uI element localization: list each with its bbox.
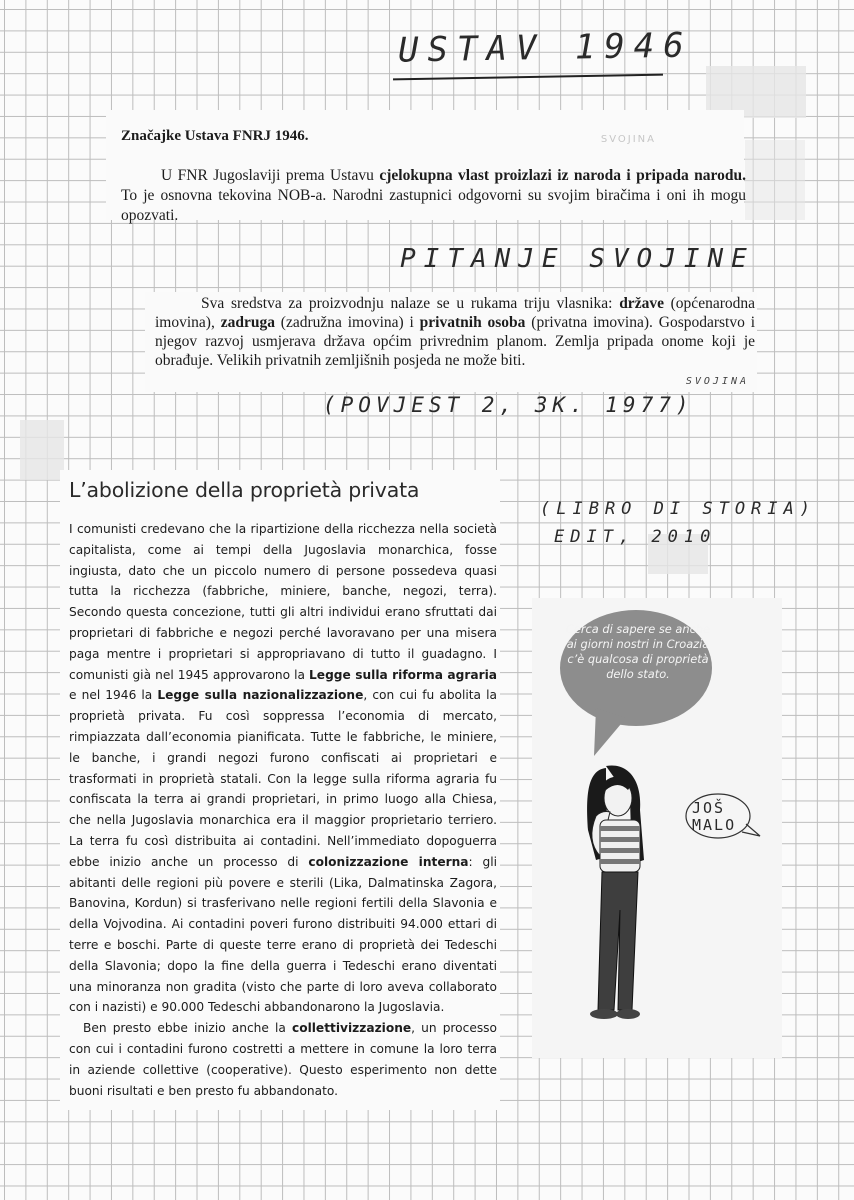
text-run: (općenarodna imovina), bbox=[155, 295, 755, 331]
handwritten-line: (LIBRO DI STORIA) bbox=[540, 499, 816, 519]
text-run: e nel 1946 la bbox=[69, 688, 158, 703]
handwritten-heading-pitanje: PITANJE SVOJINE bbox=[400, 244, 755, 274]
clipping-ownership bbox=[145, 292, 757, 392]
paragraph bbox=[69, 519, 497, 1018]
text-run: U FNR Jugoslaviji prema Ustavu bbox=[161, 167, 380, 184]
clipping-body bbox=[69, 519, 497, 1101]
title-underline bbox=[393, 74, 663, 81]
clipping-title: L’abolizione della proprietà privata bbox=[69, 478, 420, 502]
speech-bubble-text: Cerca di sapere se anche ai giorni nostri in Croazia c’è qualcosa di proprietà dello stato. bbox=[565, 622, 711, 681]
handwritten-source-libro bbox=[540, 495, 816, 551]
handwritten-svojina-note: SVOJINA bbox=[685, 376, 749, 387]
bold-run: colonizzazione interna bbox=[308, 854, 469, 869]
paragraph bbox=[69, 1018, 497, 1101]
clipping-heading: Značajke Ustava FNRJ 1946. bbox=[121, 128, 309, 144]
scan-smudge bbox=[745, 140, 805, 220]
text-run: (zadružna imovina) i bbox=[274, 314, 420, 331]
bold-run: cjelokupna vlast proizlazi iz naroda i pripada narodu. bbox=[379, 167, 747, 184]
clipping-body bbox=[121, 166, 746, 226]
text-run: , un processo con cui i contadini furono costretti a mettere in comune la loro terra in aziende collettive (cooperative). Questo esperimento non dette buoni risultati e ben presto fu abbandonato. bbox=[69, 1021, 497, 1098]
girl-illustration bbox=[566, 760, 676, 1030]
bold-run: Legge sulla riforma agraria bbox=[309, 667, 497, 682]
handwritten-jos-malo: JOŠ MALO bbox=[692, 799, 737, 834]
bold-run: Legge sulla nazionalizzazione bbox=[157, 688, 364, 703]
text-run: Ben presto ebbe inizio anche la bbox=[83, 1021, 292, 1036]
handwritten-title: USTAV 1946 bbox=[397, 25, 694, 71]
text-run: I comunisti credevano che la ripartizione della ricchezza nella società capitalista, come ai tempi della Jugoslavia monarchica, fosse ingiusta, dato che un piccolo numero di persone possedeva quasi tutta la ricchezza (fabbriche, miniere, banche, negozi, terra). Secondo questa concezione, tutti gli altri individui erano sfruttati dai proprietari di fabbriche e negozi perché lavoravano per una misera paga mentre i proprietari si appropriavano di tutto il guadagno. I comunisti già nel 1945 approvarono la bbox=[69, 522, 497, 682]
faint-svojina-note: SVOJINA bbox=[600, 134, 656, 145]
bold-run: države bbox=[619, 295, 664, 312]
scan-smudge bbox=[20, 420, 64, 480]
clipping-ustav-characteristics bbox=[106, 110, 747, 224]
handwritten-source-povjest: (POVJEST 2, 3K. 1977) bbox=[323, 393, 694, 417]
text-run: , con cui fu abolita la proprietà privata. Fu così soppressa l’economia di mercato, rimpiazzata dall’economia pianificata. Tutte le fabbriche, le miniere, le banche, i grandi negozi furono confiscati ai proprietari e trasformati in proprietà statali. Con la legge sulla riforma agraria fu confiscata la terra ai grandi proprietari, in primo luogo alla Chiesa, che nella Jugoslavia monarchica era il maggior proprietario terriero. La terra fu così distribuita ai contadini. Nell’immediato dopoguerra ebbe inizio anche un processo di bbox=[69, 688, 497, 869]
handwritten-line: EDIT, 2010 bbox=[554, 527, 717, 547]
clipping-body bbox=[155, 294, 755, 370]
clipping-italian-textbook bbox=[60, 470, 500, 1110]
text-run: Sva sredstva za proizvodnju nalaze se u rukama triju vlasnika: bbox=[201, 295, 620, 312]
bold-run: privatnih osoba bbox=[419, 314, 526, 331]
text-run: (privatna imovina). Gospodarstvo i njegov razvoj usmjerava država općim privrednim planom. Zemlja pripada onome koji je obrađuje. Velikih privatnih zemljišnih posjeda ne može biti. bbox=[155, 314, 755, 369]
bold-run: collettivizzazione bbox=[291, 1021, 412, 1036]
text-run: To je osnovna tekovina NOB-a. Narodni zastupnici odgovorni su svojim biračima i oni ih mogu opozvati. bbox=[121, 187, 746, 224]
text-run: : gli abitanti delle regioni più povere e sterili (Lika, Dalmatinska Zagora, Banovina, Kordun) si trasferivano nelle regioni fertili della Slavonia e della Vojvodina. Ai contadini poveri furono distribuiti 94.000 ettari di terre e boschi. Parte di queste terre erano di proprietà dei Tedeschi della Slavonia; dopo la fine della guerra i Tedeschi erano diventati una minoranza non gradita (visto che parte di loro aveva collaborato con i nazisti) e 90.000 Tedeschi abbandonarono la Jugoslavia. bbox=[69, 854, 497, 1015]
bold-run: zadruga bbox=[220, 314, 275, 331]
